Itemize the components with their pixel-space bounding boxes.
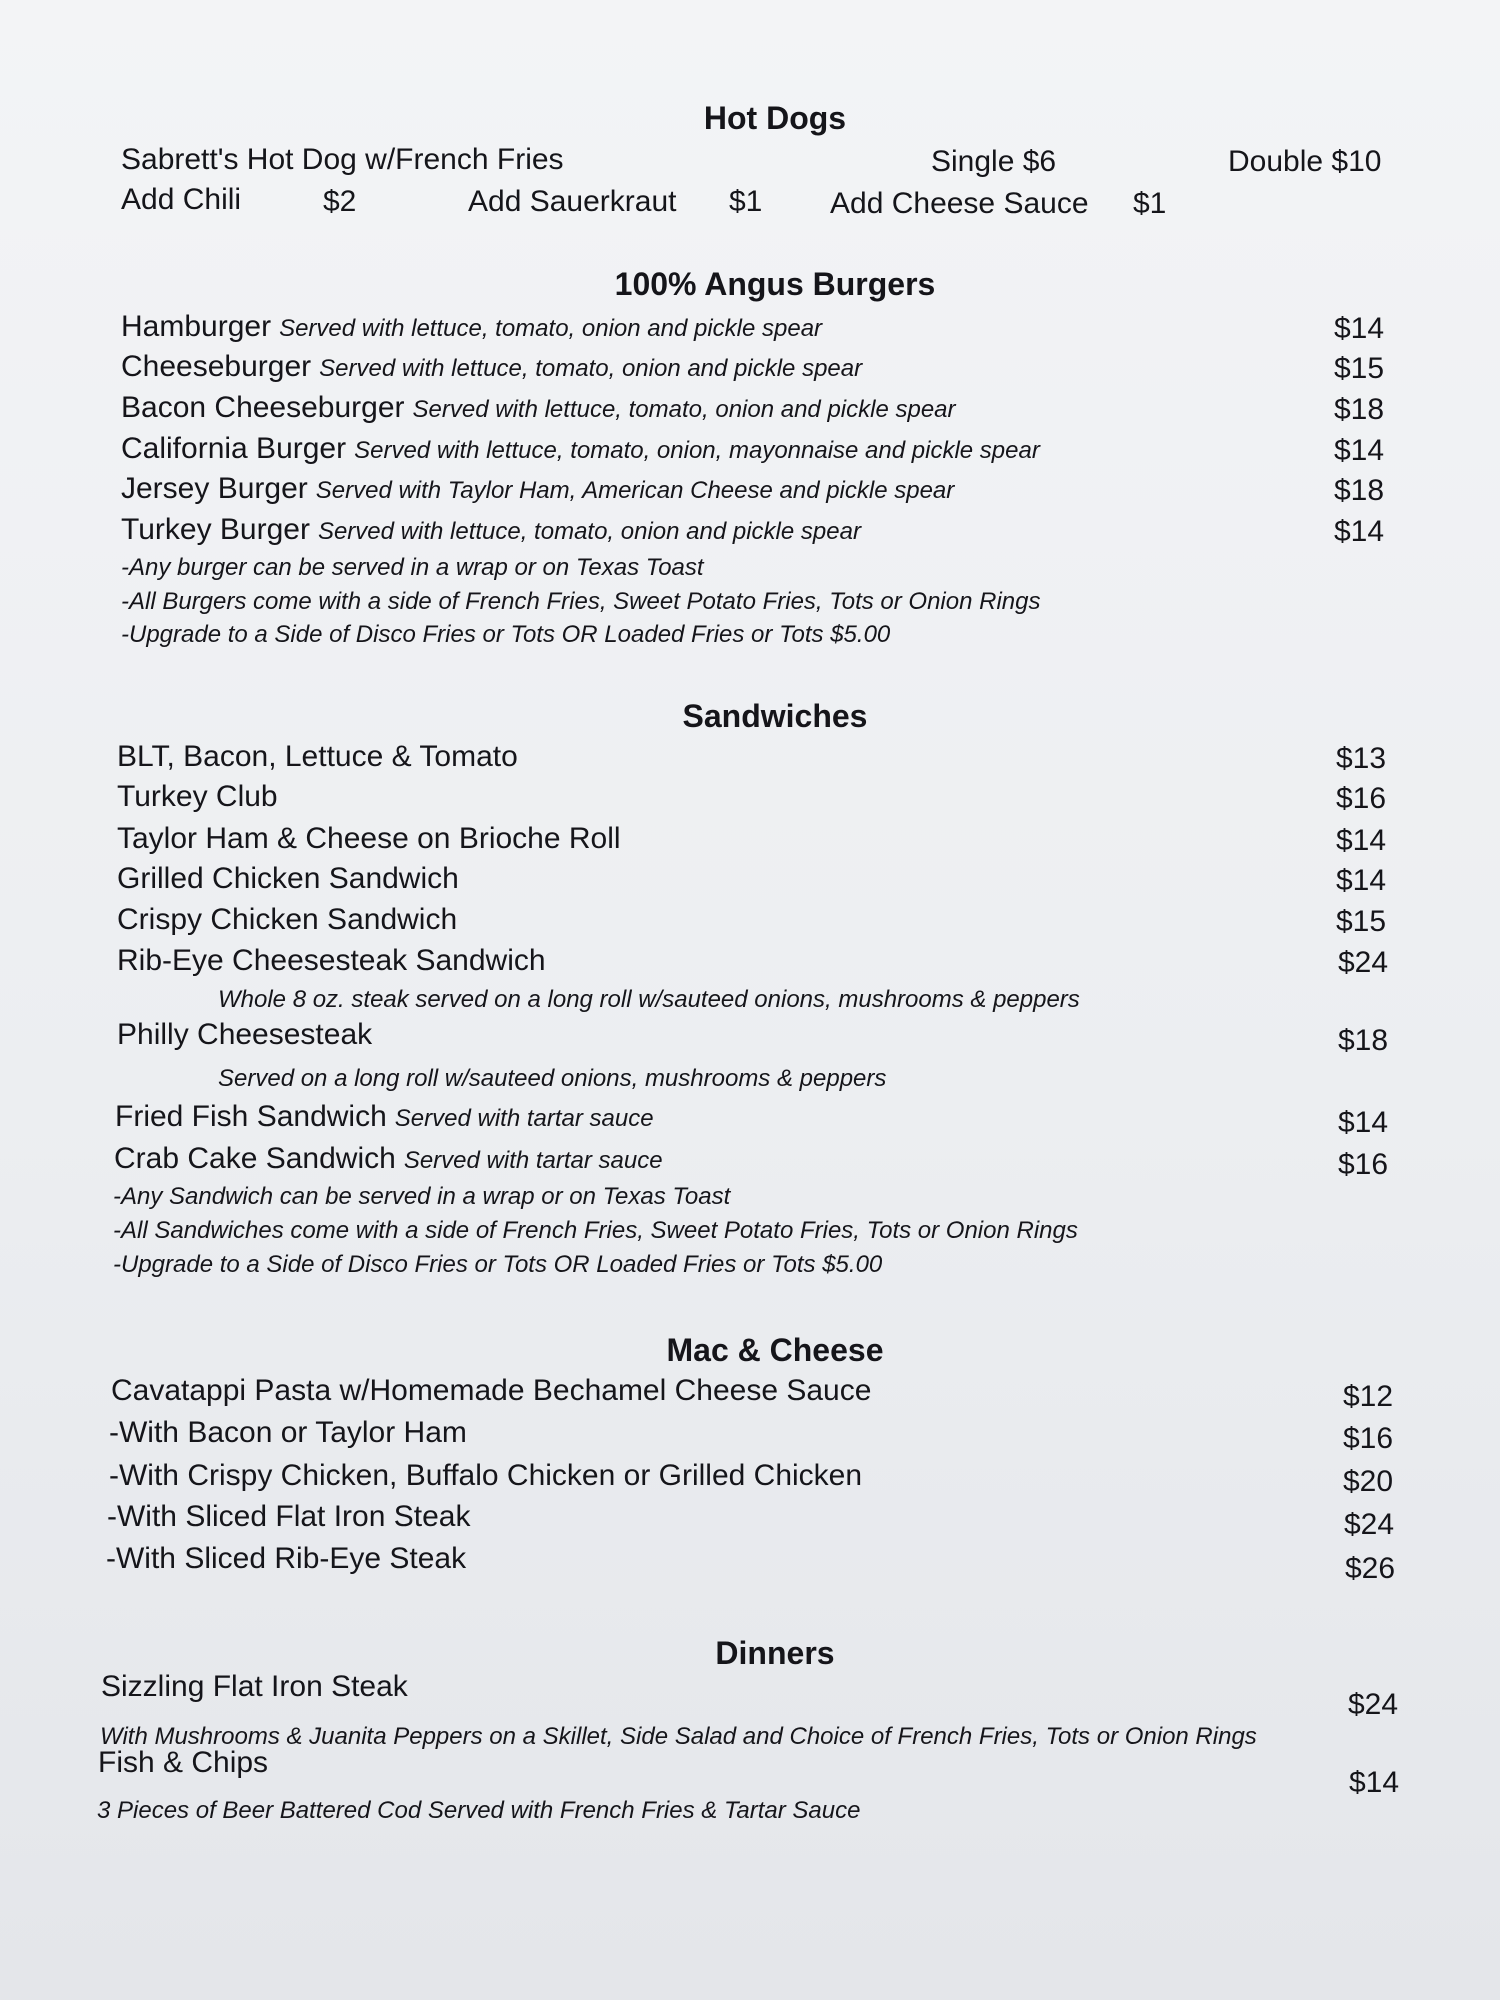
menu-item xyxy=(0,513,1500,547)
item-price: $16 xyxy=(1338,1148,1389,1181)
sandwich-note: -Upgrade to a Side of Disco Fries or Tots OR Loaded Fries or Tots $5.00 xyxy=(113,1251,883,1278)
menu-item xyxy=(0,350,1500,384)
item-name: -With Sliced Flat Iron Steak xyxy=(107,1500,471,1533)
item-price: $16 xyxy=(1336,782,1387,815)
menu-item xyxy=(0,1374,1500,1413)
item-price: $14 xyxy=(1334,515,1385,548)
item-name: -With Bacon or Taylor Ham xyxy=(109,1416,467,1449)
menu-item xyxy=(0,1100,1500,1139)
item-name: California Burger xyxy=(121,432,347,465)
item-name: Jersey Burger xyxy=(121,472,308,505)
hot-dog-double-price: Double $10 xyxy=(1228,145,1382,178)
item-price: $18 xyxy=(1334,474,1385,507)
item-desc: Served with lettuce, tomato, onion and pickle spear xyxy=(319,355,863,382)
menu-item xyxy=(0,780,1500,814)
menu-item xyxy=(0,1018,1500,1057)
menu-item xyxy=(0,1670,1500,1721)
item-name: Grilled Chicken Sandwich xyxy=(117,862,459,895)
item-name: Cavatappi Pasta w/Homemade Bechamel Cheese Sauce xyxy=(111,1374,872,1407)
menu-item xyxy=(0,822,1500,856)
ribeye-description: Whole 8 oz. steak served on a long roll w/sauteed onions, mushrooms & peppers xyxy=(218,986,1080,1013)
burger-note: -All Burgers come with a side of French Fries, Sweet Potato Fries, Tots or Onion Rings xyxy=(121,588,1041,615)
addon-sauerkraut-label: Add Sauerkraut xyxy=(468,185,677,218)
mac-title: Mac & Cheese xyxy=(666,1332,884,1368)
burgers-title: 100% Angus Burgers xyxy=(614,266,936,302)
sandwiches-title: Sandwiches xyxy=(682,698,868,734)
addon-chili-price: $2 xyxy=(323,185,357,218)
item-price: $26 xyxy=(1345,1552,1396,1585)
item-name: Cheeseburger xyxy=(121,350,312,383)
menu-item xyxy=(0,1459,1500,1498)
menu-item xyxy=(0,903,1500,937)
item-name: Fish & Chips xyxy=(98,1746,269,1779)
item-price: $24 xyxy=(1338,946,1389,979)
item-price: $20 xyxy=(1343,1465,1394,1498)
menu-item xyxy=(0,862,1500,896)
item-name: Turkey Burger xyxy=(121,513,310,546)
menu-item xyxy=(0,1746,1500,1799)
menu-item xyxy=(0,944,1500,978)
item-price: $14 xyxy=(1334,312,1385,345)
item-price: $18 xyxy=(1334,393,1385,426)
addon-cheese-price: $1 xyxy=(1133,187,1167,220)
menu-item xyxy=(0,1416,1500,1455)
item-price: $14 xyxy=(1336,824,1387,857)
item-name: Philly Cheesesteak xyxy=(117,1018,373,1051)
item-price: $12 xyxy=(1343,1380,1394,1413)
item-desc: Served with lettuce, tomato, onion and pickle spear xyxy=(279,315,823,342)
dinners-title: Dinners xyxy=(715,1635,835,1671)
menu-item xyxy=(0,740,1500,774)
item-name: Taylor Ham & Cheese on Brioche Roll xyxy=(117,822,621,855)
item-desc: Served with lettuce, tomato, onion, mayonnaise and pickle spear xyxy=(354,437,1040,464)
sandwich-note: -All Sandwiches come with a side of French Fries, Sweet Potato Fries, Tots or Onion Rings xyxy=(113,1217,1078,1244)
menu-item xyxy=(0,1542,1500,1585)
menu-item xyxy=(0,1142,1500,1181)
hot-dog-single-price: Single $6 xyxy=(931,145,1057,178)
menu-item xyxy=(0,432,1500,466)
menu-item xyxy=(0,1500,1500,1541)
item-desc: Served with lettuce, tomato, onion and pickle spear xyxy=(317,518,861,545)
item-price: $24 xyxy=(1348,1688,1399,1721)
item-name: Crispy Chicken Sandwich xyxy=(117,903,458,936)
item-name: BLT, Bacon, Lettuce & Tomato xyxy=(117,740,518,773)
menu-item xyxy=(0,310,1500,344)
addon-cheese-label: Add Cheese Sauce xyxy=(830,187,1089,220)
dinner-description: With Mushrooms & Juanita Peppers on a Skillet, Side Salad and Choice of French Fries, Tots or Onion Rings xyxy=(100,1723,1257,1750)
philly-description: Served on a long roll w/sauteed onions, mushrooms & peppers xyxy=(218,1065,887,1092)
item-price: $14 xyxy=(1334,434,1385,467)
item-price: $24 xyxy=(1344,1508,1395,1541)
addon-chili-label: Add Chili xyxy=(121,183,242,216)
menu-item xyxy=(0,391,1500,425)
item-desc: Served with lettuce, tomato, onion and pickle spear xyxy=(412,396,956,423)
sandwich-note: -Any Sandwich can be served in a wrap or on Texas Toast xyxy=(113,1183,731,1210)
item-name: Rib-Eye Cheesesteak Sandwich xyxy=(117,944,546,977)
item-name: -With Crispy Chicken, Buffalo Chicken or Grilled Chicken xyxy=(109,1459,863,1492)
item-name: Turkey Club xyxy=(117,780,278,813)
hot-dogs-title: Hot Dogs xyxy=(703,100,847,136)
item-name: Bacon Cheeseburger xyxy=(121,391,405,424)
item-price: $15 xyxy=(1334,352,1385,385)
item-name: Crab Cake Sandwich xyxy=(114,1142,396,1175)
item-name: Fried Fish Sandwich xyxy=(115,1100,387,1133)
item-price: $14 xyxy=(1349,1766,1400,1799)
item-price: $15 xyxy=(1336,905,1387,938)
item-price: $13 xyxy=(1336,742,1387,775)
hot-dog-item: Sabrett's Hot Dog w/French Fries xyxy=(121,143,564,176)
item-price: $18 xyxy=(1338,1024,1389,1057)
item-desc: Served with tartar sauce xyxy=(394,1105,654,1132)
item-name: Hamburger xyxy=(121,310,272,343)
item-desc: Served with tartar sauce xyxy=(403,1147,663,1174)
item-price: $14 xyxy=(1336,864,1387,897)
burger-note: -Any burger can be served in a wrap or on Texas Toast xyxy=(121,554,704,581)
burger-note: -Upgrade to a Side of Disco Fries or Tots OR Loaded Fries or Tots $5.00 xyxy=(121,621,891,648)
menu-item xyxy=(0,472,1500,506)
dinner-description: 3 Pieces of Beer Battered Cod Served with French Fries & Tartar Sauce xyxy=(97,1797,861,1824)
item-price: $16 xyxy=(1343,1422,1394,1455)
item-name: -With Sliced Rib-Eye Steak xyxy=(106,1542,467,1575)
item-price: $14 xyxy=(1338,1106,1389,1139)
item-desc: Served with Taylor Ham, American Cheese and pickle spear xyxy=(315,477,955,504)
addon-sauerkraut-price: $1 xyxy=(729,185,763,218)
item-name: Sizzling Flat Iron Steak xyxy=(101,1670,408,1703)
